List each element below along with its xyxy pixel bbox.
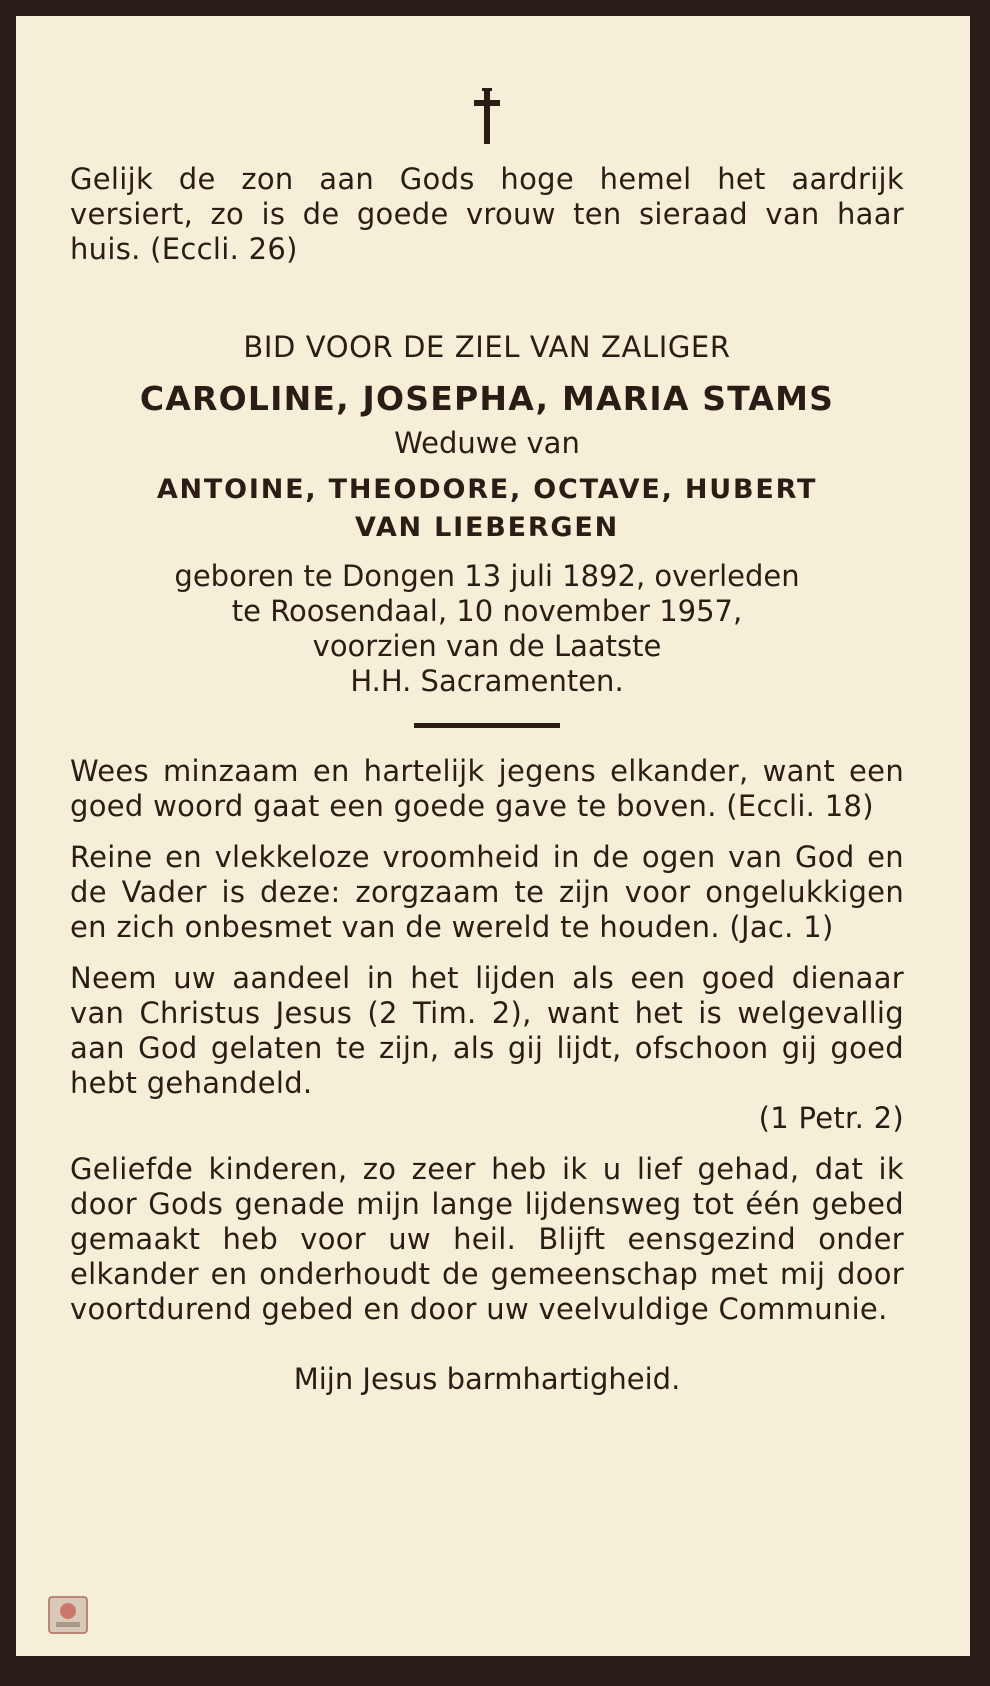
- bio-block: [70, 559, 904, 699]
- spouse-name: [70, 471, 904, 547]
- verse-ref-petr-2: (1 Petr. 2): [758, 1101, 904, 1135]
- verse-eccli-18: Wees minzaam en hartelijk jegens elkander, want een goed woord gaat een goede gave te boven. (Eccli. 18): [70, 754, 904, 823]
- bio-line: geboren te Dongen 13 juli 1892, overleden: [174, 559, 800, 593]
- message-to-children: Geliefde kinderen, zo zeer heb ik u lief gehad, dat ik door Gods genade mijn lange lijdensweg tot één gebed gemaakt heb voor uw heil. Blijft eensgezind onder elkander en onderhoudt de gemeenschap met mij door voortdurend gebed en door uw veelvuldige Communie.: [70, 1152, 904, 1326]
- opening-verse: Gelijk de zon aan Gods hoge hemel het aardrijk versiert, zo is de goede vrouw ten sieraad van haar huis. (Eccli. 26): [70, 162, 904, 266]
- prayer-line: BID VOOR DE ZIEL VAN ZALIGER: [243, 330, 731, 364]
- card-paper: [16, 16, 970, 1656]
- bio-line: te Roosendaal, 10 november 1957,: [231, 594, 743, 628]
- cross-icon: [70, 88, 904, 158]
- verse-tim-2: Neem uw aandeel in het lijden als een goed dienaar van Christus Jesus (2 Tim. 2), want het is welgevallig aan God gelaten te zijn, als gij lijdt, ofschoon gij goed hebt gehandeld.: [70, 961, 904, 1100]
- spouse-name-line1: ANTOINE, THEODORE, OCTAVE, HUBERT: [156, 474, 818, 505]
- stamp-logo-icon: [48, 1596, 88, 1634]
- divider: [414, 723, 560, 728]
- spouse-name-line2: VAN LIEBERGEN: [354, 512, 620, 543]
- bio-line: voorzien van de Laatste: [312, 629, 662, 663]
- relation-text: Weduwe van: [394, 426, 580, 460]
- verse-jac-1: Reine en vlekkeloze vroomheid in de ogen van God en de Vader is deze: zorgzaam te zijn voor ongelukkigen en zich onbesmet van de wereld te houden. (Jac. 1): [70, 840, 904, 944]
- deceased-name: CAROLINE, JOSEPHA, MARIA STAMS: [139, 379, 835, 418]
- closing-line: Mijn Jesus barmhartigheid.: [293, 1362, 681, 1396]
- bio-line: H.H. Sacramenten.: [350, 664, 624, 698]
